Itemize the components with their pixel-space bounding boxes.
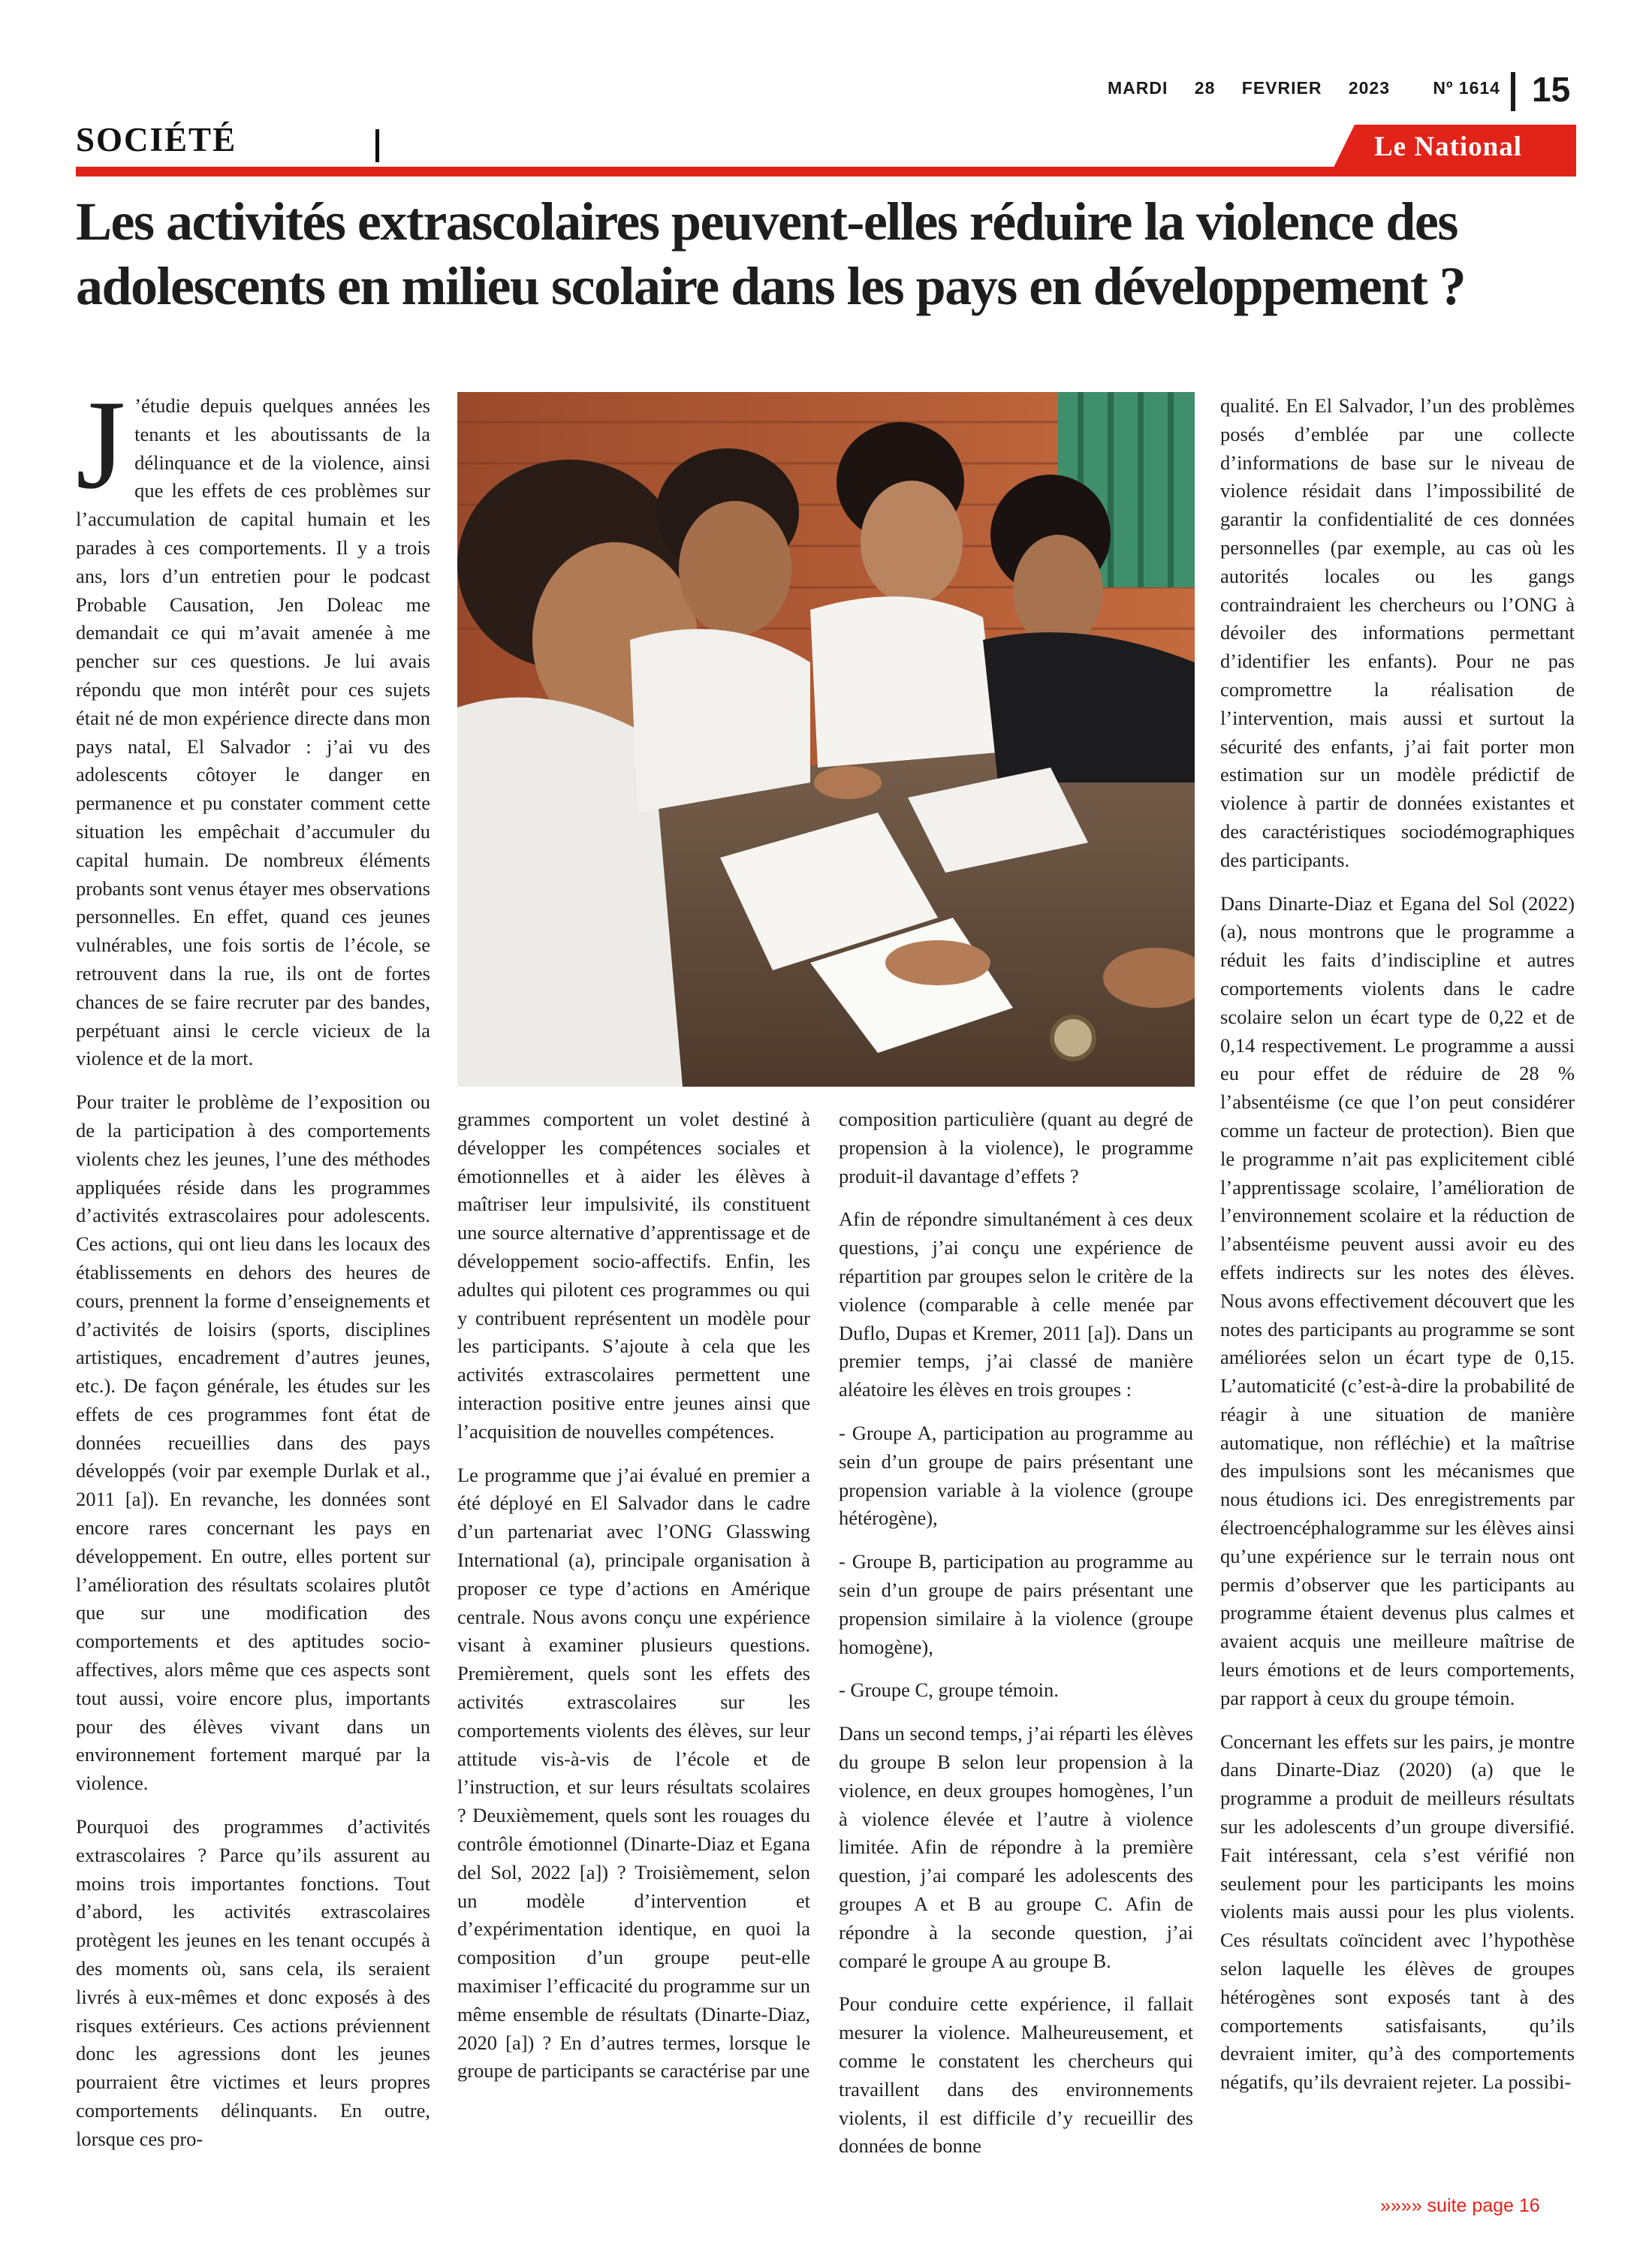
continued-link[interactable]: »»»» suite page 16 [1380,2195,1540,2216]
article-paragraph: Pourquoi des programmes d’activités extrascolaires ? Parce qu’ils assurent au moins trois importantes fonctions. Tout d’abord, les activités extrascolaires protègent les jeunes en les tenant occupés à des moments où, sans cela, ils seraient livrés à eux-mêmes et donc exposés à des risques extérieurs. Ces actions préviennent donc les agressions dont les jeunes pourraient être victimes et leurs propres comportements délinquants. En outre, lorsque ces pro- [76,1815,430,2150]
article-paragraph: Dans un second temps, j’ai réparti les élèves du groupe B selon leur propension à la violence, en deux groupes homogènes, l’un à violence élevée et l’autre à violence limitée. Afin de répondre à la première question, j’ai comparé les adolescents des groupes A et B au groupe C. Afin de répondre à la seconde question, j’ai comparé le groupe A au groupe B. [839,1722,1193,1972]
issue-month: FEVRIER [1241,78,1322,98]
page-number-divider [1511,72,1515,111]
issue-date-number: 28 [1194,78,1216,98]
article-column-1 [76,374,430,2154]
article-paragraph: composition particulière (quant au degré de propension à la violence), le programme produit-il davantage d’effets ? [839,1108,1193,1187]
issue-number: Nº 1614 [1433,78,1500,98]
article-paragraph: Concernant les effets sur les pairs, je montre dans Dinarte-Diaz (2020) (a) que le programme a produit de meilleurs résultats sur les adolescents d’un groupe diversifié. Fait intéressant, cela s’est vérifié non seulement pour les participants les moins violents mais aussi pour les plus violents. Ces résultats coïncident avec l’hypothèse selon laquelle les élèves de groupes hétérogènes sont exposés tant à des comportements satisfaisants, qu’ils devraient imiter, qu’à des comportements négatifs, qu’ils devraient rejeter. La possibi- [1220,1730,1575,2094]
section-divider [375,129,379,162]
article-title: Les activités extrascolaires peuvent-elles réduire la violence des adolescents en milieu scolaire dans les pays en développement ? [76,192,1466,316]
article-paragraph: - Groupe C, groupe témoin. [839,1678,1059,1702]
article-paragraph: qualité. En El Salvador, l’un des problèmes posés d’emblée par une collecte d’informations de base sur le niveau de violence résidait dans l’impossibilité de garantir la confidentialité de ces données personnelles (par exemple, au cas où les autorités locales ou les gangs contraindraient les chercheurs ou l’ONG à dévoiler des informations permettant d’identifier les enfants). Pour ne pas compromettre la réalisation de l’intervention, mais aussi et surtout la sécurité des enfants, j’ai fait porter mon estimation sur un modèle prédictif de violence à partir de données existantes et des caractéristiques sociodémographiques des participants. [1220,394,1575,871]
article-photo [457,392,1195,1087]
article-paragraph: Le programme que j’ai évalué en premier a été déployé en El Salvador dans le cadre d’un partenariat avec l’ONG Glasswing International (a), principale organisation à proposer ce type d’actions en Amérique centrale. Nous avons conçu une expérience visant à examiner plusieurs questions. Premièrement, quels sont les effets des activités extrascolaires sur les comportements violents des élèves, sur leur attitude vis-à-vis de l’école et de l’instruction, et sur leurs résultats scolaires ? Deuxièmement, quels sont les rouages du contrôle émotionnel (Dinarte-Diaz et Egana del Sol, 2022 [a]) ? Troisièmement, selon un modèle d’intervention et d’expérimentation identique, en quoi la composition d’un groupe peut-elle maximiser l’efficacité du programme sur un même ensemble de résultats (Dinarte-Diaz, 2020 [a]) ? En d’autres termes, lorsque le groupe de participants se caractérise par une [457,1463,810,2083]
drop-cap: J [76,374,126,515]
issue-info [1108,78,1521,98]
article-column-3 [839,1105,1193,2161]
article-paragraph: Pour conduire cette expérience, il fallait mesurer la violence. Malheureusement, et comme le constatent les chercheurs qui travaillent dans des environnements violents, il est difficile d’y recueillir des données de bonne [839,1992,1193,2158]
article-paragraph: Dans Dinarte-Diaz et Egana del Sol (2022) (a), nous montrons que le programme a réduit les faits d’indiscipline et autres comportements violents dans le cadre scolaire selon un écart type de 0,22 et de 0,14 respectivement. Le programme a aussi eu pour effet de réduire de 28 % l’absentéisme (ce que l’on peut considérer comme un facteur de protection). Bien que le programme n’ait pas explicitement ciblé l’apprentissage scolaire, l’amélioration de l’environnement scolaire et la réduction de l’absentéisme peuvent aussi avoir eu des effets indirects sur les notes des élèves. Nous avons effectivement découvert que les notes des participants au programme se sont améliorées selon un écart type de 0,15. L’automaticité (c’est-à-dire la probabilité de réagir à une situation de manière automatique, non réfléchie) et la maîtrise des impulsions sont les mécanismes que nous étudions ici. Des enregistrements par électroencéphalogramme sur les élèves ainsi qu’une expérience sur le terrain nous ont permis d’observer que les participants au programme étaient devenus plus calmes et avaient acquis une meilleure maîtrise de leurs émotions et de leurs comportements, par rapport à ceux du groupe témoin. [1220,891,1575,1709]
issue-day: MARDI [1108,78,1168,98]
article-paragraph: grammes comportent un volet destiné à développer les compétences sociales et émotionnelles et à aider les élèves à maîtriser leur impulsivité, ils constituent une source alternative d’apprentissage et de développement socio-affectifs. Enfin, les adultes qui pilotent ces programmes ou qui y contribuent représentent un modèle pour les participants. S’ajoute à cela que les activités extrascolaires permettent une interaction positive entre jeunes ainsi que l’acquisition de nouvelles compétences. [457,1108,810,1443]
article-paragraph: - Groupe B, participation au programme au sein d’un groupe de pairs présentant une propension similaire à la violence (groupe homogène), [839,1550,1193,1658]
article-paragraph: Pour traiter le problème de l’exposition ou de la participation à des comportements violents chez les jeunes, l’une des méthodes appliquées réside dans les programmes d’activités extrascolaires pour adolescents. Ces actions, qui ont lieu dans les locaux des établissements en dehors des heures de cours, prennent la forme d’enseignements et d’activités de loisirs (sports, disciplines artistiques, encadrement d’autres jeunes, etc.). De façon générale, les études sur les effets de ces programmes font état de données recueillies dans des pays développés (voir par exemple Durlak et al., 2011 [a]). En revanche, les données sont encore rares concernant les pays en développement. En outre, elles portent sur l’amélioration des résultats scolaires plutôt que sur une modification des comportements et des aptitudes socio-affectives, alors même que ces aspects sont tout aussi, voire encore plus, importants pour des élèves vivant dans un environnement fortement marqué par la violence. [76,1090,430,1795]
page-number: 15 [1532,70,1571,109]
section-title: SOCIÉTÉ [76,121,237,158]
brand-name: Le National [1374,131,1523,162]
article-paragraph [76,374,430,1073]
article-paragraph: - Groupe A, participation au programme au sein d’un groupe de pairs présentant une propension variable à la violence (groupe hétérogène), [839,1421,1193,1530]
article-paragraph: Afin de répondre simultanément à ces deux questions, j’ai conçu une expérience de répartition par groupes selon le critère de la violence (comparable à celle menée par Duflo, Dupas et Kremer, 2011 [a]). Dans un premier temps, j’ai classé de manière aléatoire les élèves en trois groupes : [839,1208,1193,1401]
paragraph-text: ’étudie depuis quelques années les tenants et les aboutissants de la délinquance et de la violence, ainsi que les effets de ces problèmes sur l’accumulation de capital humain et les parades à ces comportements. Il y a trois ans, lors d’un entretien pour le podcast Probable Causation, Jen Doleac me demandait ce qui m’avait amenée à me pencher sur ces questions. Je lui avais répondu que mon intérêt pour ces sujets était né de mon expérience directe dans mon pays natal, El Salvador : j’ai vu des adolescents côtoyer le danger en permanence et pu constater comment cette situation les empêchait d’accumuler du capital humain. De nombreux éléments probants sont venus étayer mes observations personnelles. En effet, quand ces jeunes vulnérables, une fois sortis de l’école, se retrouvent dans la rue, ils ont de fortes chances de se faire recruter par des bandes, perpétuant ainsi le cercle vicieux de la violence et de la mort. [76,394,430,1070]
issue-year: 2023 [1348,78,1391,98]
article-column-2 [457,1105,810,2086]
article-column-4 [1220,392,1575,2097]
